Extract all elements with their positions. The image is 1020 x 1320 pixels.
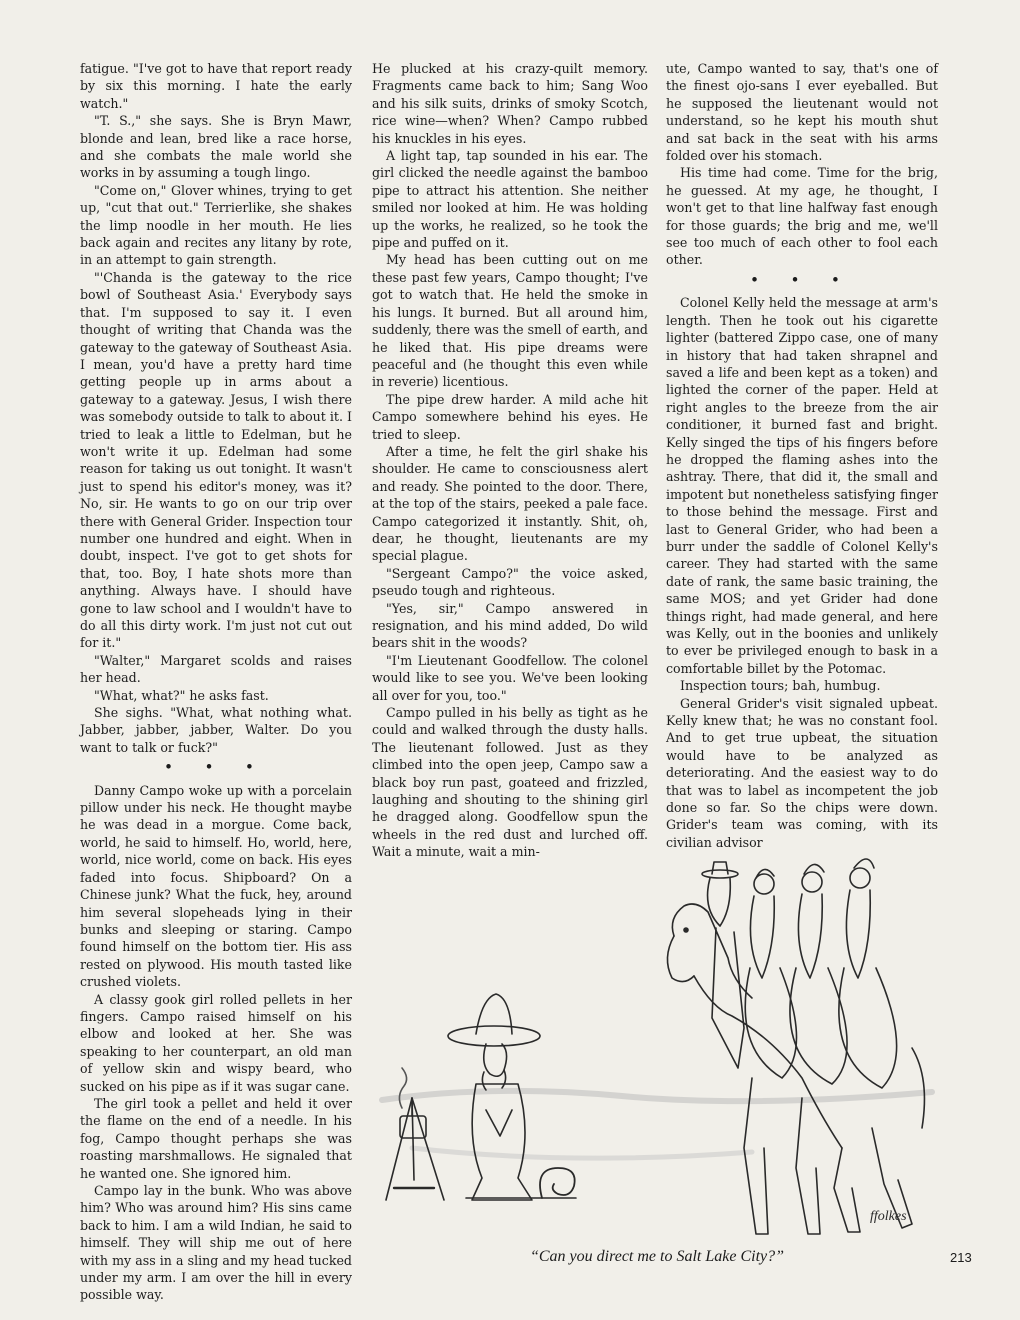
paragraph: Danny Campo woke up with a porcelain pillow under his neck. He thought maybe he was dead in a morgue. Come back, world, he said to himself. Ho, world, here, world, nice world, come on back. His eyes faded into focus. Shipboard? On a Chinese junk? What the fuck, hey, around him several slopeheads lying in their bunks and sleeping or staring. Campo found himself on the bottom tier. His ass rested on plywood. His mouth tasted like crushed violets.: [80, 782, 352, 990]
paragraph: "Yes, sir," Campo answered in resignation, and his mind added, Do wild bears shit in the woods?: [372, 600, 648, 651]
paragraph: "I'm Lieutenant Goodfellow. The colonel would like to see you. We've been looking all over for you, too.": [372, 652, 648, 703]
section-break: • • •: [750, 271, 854, 287]
paragraph: Campo pulled in his belly as tight as he could and walked through the dusty halls. The lieutenant followed. Just as they climbed into the open jeep, Campo saw a black boy run past, goateed and frizzled, laughing and shouting to the shining girl he dragged along. Goodfellow spun the wheels in the red dust and lurched off. Wait a minute, wait a min-: [372, 705, 648, 860]
paragraph: "Walter," Margaret scolds and raises her head.: [80, 652, 352, 686]
rider-woman-icon: [839, 859, 897, 1088]
column-1: [80, 60, 352, 1303]
paragraph: My head has been cutting out on me these past few years, Campo thought; I've got to watch that. He held the smoke in his lungs. It burned. But all around him, suddenly, there was the smell of earth, and he liked that. His pipe dreams were peaceful and (he thought this even while in reverie) licentious.: [372, 252, 648, 390]
cartoon-illustration: [372, 848, 942, 1248]
paragraph: fatigue. "I've got to have that report ready by six this morning. I hate the early watch.": [80, 61, 352, 111]
cartoon-caption: “Can you direct me to Salt Lake City?”: [529, 1248, 785, 1265]
paragraph: The girl took a pellet and held it over the flame on the end of a needle. In his fog, Campo thought perhaps she was roasting marshmallows. He signaled that he wanted one. She ignored him.: [80, 1095, 352, 1181]
paragraph: "Sergeant Campo?" the voice asked, pseudo tough and righteous.: [372, 565, 648, 599]
paragraph: "What, what?" he asks fast.: [94, 687, 269, 703]
column-3: [666, 60, 938, 850]
paragraph: She sighs. "What, what nothing what. Jabber, jabber, jabber, Walter. Do you want to talk or fuck?": [80, 705, 352, 755]
paragraph: He plucked at his crazy-quilt memory. Fragments came back to him; Sang Woo and his silk suits, drinks of smoky Scotch, rice wine—when? When? Campo rubbed his knuckles in his eyes.: [372, 61, 648, 146]
rider-cowboy-icon: [702, 862, 744, 1068]
paragraph: His time had come. Time for the brig, he guessed. At my age, he thought, I won't get to that line halfway fast enough for those guards; the brig and me, we'll see too much of each other to fool each other.: [666, 165, 938, 268]
paragraph: "Come on," Glover whines, trying to get up, "cut that out." Terrierlike, she shakes the limp noodle in her mouth. He lies back again and recites any litany by rote, in an attempt to gain strength.: [80, 182, 352, 268]
horse-icon: [667, 904, 924, 1234]
paragraph: A classy gook girl rolled pellets in her fingers. Campo raised himself on his elbow and looked at her. She was speaking to her counterpart, an old man of yellow skin and wispy beard, who sucked on his pipe as if it was sugar cane.: [80, 991, 352, 1094]
column-2: [372, 60, 648, 860]
artist-signature: ffolkes: [870, 1209, 907, 1224]
paragraph: Campo lay in the bunk. Who was above him? Who was around him? His sins came back to him. I am a wild Indian, he said to himself. They will ship me out of here with my ass in a sling and my head tucked under my arm. I am over the hill in every possible way.: [80, 1183, 352, 1303]
seated-man-sombrero-icon: [448, 994, 576, 1200]
paragraph: A light tap, tap sounded in his ear. The girl clicked the needle against the bamboo pipe to attract his attention. She neither smiled nor looked at him. He was holding up the works, he realized, so he took the pipe and puffed on it.: [372, 148, 648, 251]
campfire-tripod-icon: [386, 1068, 444, 1200]
rider-woman-icon: [790, 864, 847, 1084]
paragraph: ute, Campo wanted to say, that's one of the finest ojo-sans I ever eyeballed. But he supposed the lieutenant would not understand, so he kept his mouth shut and sat back in the seat with his arms folded over his stomach.: [666, 61, 938, 164]
paragraph: "T. S.," she says. She is Bryn Mawr, blonde and lean, bred like a race horse, and she combats the male world she works in by assuming a tough lingo.: [80, 113, 352, 181]
paragraph: "'Chanda is the gateway to the rice bowl of Southeast Asia.' Everybody says that. I'm supposed to say it. I even thought of writing that Chanda was the gateway to the gateway of Southeast Asia. I mean, you'd have a pretty hard time getting people up in arms about a gateway to a gateway. Jesus, I wish there was somebody outside to talk to about it. I tried to leak a little to Edelman, but he won't write it up. Edelman had some reason for taking us out tonight. It wasn't just to spend his editor's money, was it? No, sir. He wants to go on our trip over there with General Grider. Inspection tour number one hundred and eight. When in doubt, inspect. I've got to get shots for that, too. Boy, I hate shots more than anything. Always have. I should have gone to law school and I wouldn't have to do all this dirty work. I'm just not cut out for it.": [80, 269, 352, 651]
paragraph: After a time, he felt the girl shake his shoulder. He came to consciousness alert and ready. She pointed to the door. There, at the top of the stairs, peeked a pale face. Campo categorized it instantly. Shit, oh, dear, he thought, lieutenants are my special plague.: [372, 443, 648, 564]
paragraph: General Grider's visit signaled upbeat. Kelly knew that; he was no constant fool. And to get true upbeat, the situation would have to be analyzed as deteriorating. And the easiest way to do that was to label as incompetent the job done so far. So the chips were down. Grider's team was coming, with its civilian advisor: [666, 695, 938, 850]
paragraph: Inspection tours; bah, humbug.: [680, 678, 881, 694]
paragraph: Colonel Kelly held the message at arm's length. Then he took out his cigarette lighter (battered Zippo case, one of many in history that had taken shrapnel and saved a life and been kept as a token) and lighted the corner of the paper. Held at right angles to the breeze from the air conditioner, it burned fast and bright. Kelly singed the tips of his fingers before he dropped the flaming ashes into the ashtray. There, that did it, the small and impotent but nonetheless satisfying finger to those behind the message. First and last to General Grider, who had been a burr under the saddle of Colonel Kelly's career. They had started with the same date of rank, the same basic training, the same MOS; and yet Grider had done things right, had made general, and here was Kelly, out in the boonies and unlikely to ever be privileged enough to bask in a comfortable billet by the Potomac.: [666, 295, 938, 676]
section-break: • • •: [164, 759, 268, 775]
rider-woman-icon: [745, 869, 796, 1078]
page-number: 213: [950, 1250, 972, 1265]
paragraph: The pipe drew harder. A mild ache hit Campo somewhere behind his eyes. He tried to sleep.: [372, 391, 648, 442]
